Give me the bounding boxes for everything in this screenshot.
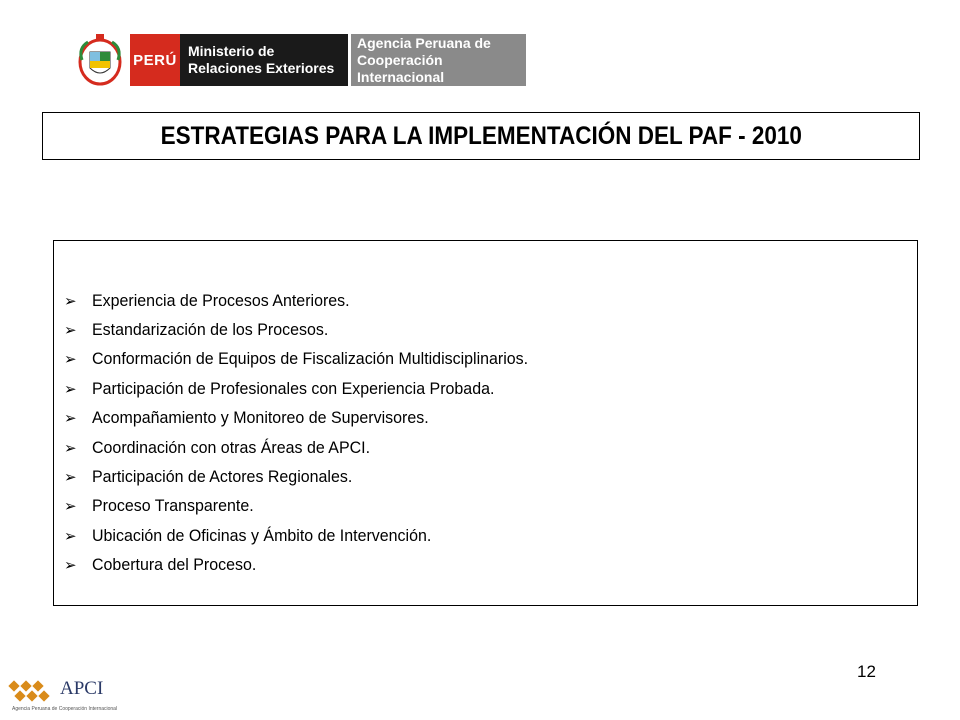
list-item xyxy=(64,374,556,403)
arrow-bullet-icon: ➢ xyxy=(64,498,77,516)
list-item-text: Participación de Profesionales con Experiencia Probada. xyxy=(92,378,495,398)
arrow-bullet-icon: ➢ xyxy=(64,557,77,575)
list-item-text: Coordinación con otras Áreas de APCI. xyxy=(92,437,371,457)
arrow-bullet-icon: ➢ xyxy=(64,527,77,545)
apci-logo-icon xyxy=(8,678,56,704)
apci-logo-subtext: Agencia Peruana de Cooperación Internacional xyxy=(12,706,118,712)
page-title: ESTRATEGIAS PARA LA IMPLEMENTACIÓN DEL PAF - 2010 xyxy=(160,121,802,150)
list-item-text: Estandarización de los Procesos. xyxy=(92,320,329,340)
list-item xyxy=(64,521,556,550)
arrow-bullet-icon: ➢ xyxy=(64,469,77,487)
list-item xyxy=(64,345,556,374)
list-item xyxy=(64,404,556,433)
arrow-bullet-icon: ➢ xyxy=(64,439,77,457)
agency-line-2: Cooperación Internacional xyxy=(357,51,445,85)
list-item xyxy=(64,286,556,315)
list-item xyxy=(64,492,556,521)
arrow-bullet-icon: ➢ xyxy=(64,351,77,369)
ministry-name xyxy=(180,34,348,86)
agency-name xyxy=(351,34,526,86)
list-item-text: Experiencia de Procesos Anteriores. xyxy=(92,290,350,310)
list-item xyxy=(64,462,556,491)
arrow-bullet-icon: ➢ xyxy=(64,380,77,398)
peru-label: PERÚ xyxy=(130,34,180,86)
list-item xyxy=(64,433,556,462)
strategy-list xyxy=(64,286,556,580)
apci-logo-text: APCI xyxy=(60,678,104,699)
header-logo xyxy=(76,30,528,90)
list-item xyxy=(64,315,556,344)
arrow-bullet-icon: ➢ xyxy=(64,322,77,340)
coat-of-arms-icon xyxy=(76,32,124,88)
apci-logo xyxy=(8,672,118,716)
page-number: 12 xyxy=(857,662,876,681)
agency-line-1: Agencia Peruana de xyxy=(357,34,491,51)
list-item-text: Participación de Actores Regionales. xyxy=(92,467,353,487)
arrow-bullet-icon: ➢ xyxy=(64,410,77,428)
list-item-text: Conformación de Equipos de Fiscalización Multidisciplinarios. xyxy=(92,349,529,369)
list-item-text: Cobertura del Proceso. xyxy=(92,555,257,575)
list-item-text: Proceso Transparente. xyxy=(92,496,254,516)
strategies-box xyxy=(53,240,918,606)
ministry-line-1: Ministerio de xyxy=(188,43,275,59)
list-item-text: Ubicación de Oficinas y Ámbito de Intervención. xyxy=(92,525,432,545)
title-box xyxy=(42,112,920,160)
list-item xyxy=(64,551,556,580)
ministry-line-2: Relaciones Exteriores xyxy=(188,60,335,76)
arrow-bullet-icon: ➢ xyxy=(64,292,77,310)
list-item-text: Acompañamiento y Monitoreo de Supervisores. xyxy=(92,408,429,428)
